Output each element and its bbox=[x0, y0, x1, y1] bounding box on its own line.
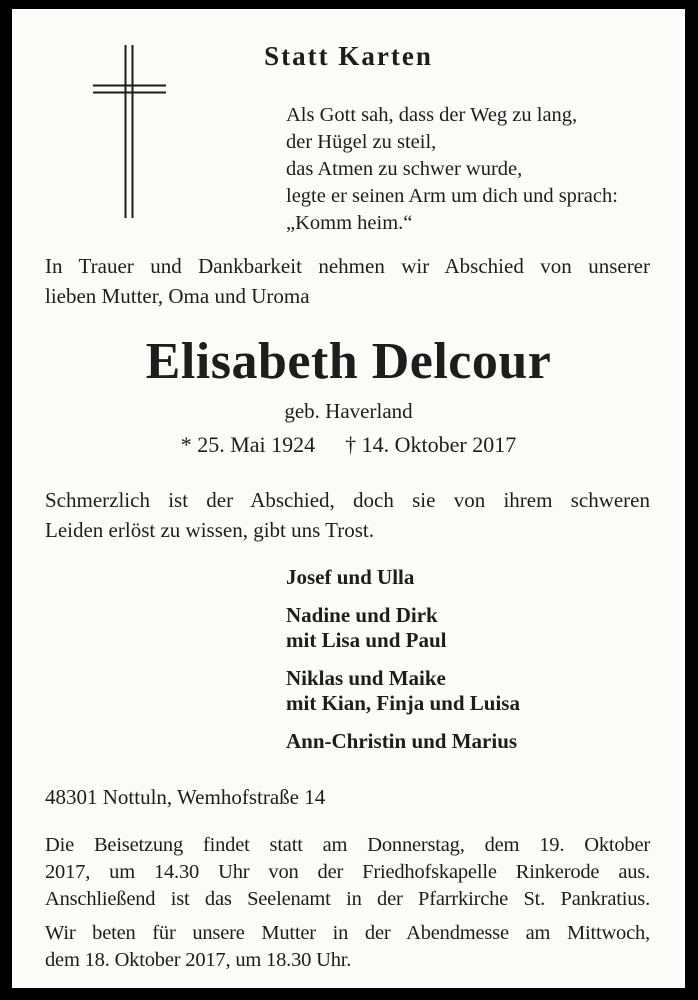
pre-header: Statt Karten bbox=[264, 41, 433, 71]
funeral-line: 2017, um 14.30 Uhr von der Friedhofskapelle Rinkerode aus. bbox=[45, 861, 650, 883]
mass-details bbox=[45, 920, 650, 974]
funeral-details bbox=[45, 832, 650, 913]
mourner-group bbox=[286, 603, 520, 653]
mourners-list bbox=[286, 565, 520, 767]
mourner-line: mit Kian, Finja und Luisa bbox=[286, 691, 520, 715]
memorial-poem bbox=[286, 102, 618, 237]
mourner-line: mit Lisa und Paul bbox=[286, 628, 447, 652]
maiden-name: geb. Haverland bbox=[284, 399, 413, 423]
mourner-group bbox=[286, 666, 520, 716]
funeral-line: Die Beisetzung findet statt am Donnerstag, dem 19. Oktober bbox=[45, 834, 650, 856]
notice-sheet bbox=[12, 9, 685, 988]
intro-line: lieben Mutter, Oma und Uroma bbox=[45, 284, 310, 308]
funeral-line: Anschließend ist das Seelenamt in der Pfarrkirche St. Pankratius. bbox=[45, 888, 650, 910]
mourner-line: Niklas und Maike bbox=[286, 666, 446, 690]
birth-date: * 25. Mai 1924 bbox=[180, 432, 316, 457]
mourner-line: Josef und Ulla bbox=[286, 565, 415, 589]
mourner-group bbox=[286, 729, 520, 754]
condolence-text bbox=[45, 485, 650, 545]
poem-line: der Hügel zu steil, bbox=[286, 131, 437, 153]
condolence-line: Leiden erlöst zu wissen, gibt uns Trost. bbox=[45, 518, 374, 542]
mourner-group bbox=[286, 565, 520, 590]
intro-text bbox=[45, 251, 650, 311]
condolence-line: Schmerzlich ist der Abschied, doch sie von ihrem schweren bbox=[45, 488, 650, 512]
mourner-line: Ann-Christin und Marius bbox=[286, 729, 518, 753]
death-date: † 14. Oktober 2017 bbox=[345, 432, 517, 457]
intro-line: In Trauer und Dankbarkeit nehmen wir Abschied von unserer bbox=[45, 254, 650, 278]
deceased-name: Elisabeth Delcour bbox=[145, 332, 552, 390]
mass-line: dem 18. Oktober 2017, um 18.30 Uhr. bbox=[45, 949, 352, 971]
poem-line: legte er seinen Arm um dich und sprach: bbox=[286, 185, 618, 207]
mourner-line: Nadine und Dirk bbox=[286, 603, 438, 627]
address-line: 48301 Nottuln, Wemhofstraße 14 bbox=[45, 785, 326, 809]
life-dates bbox=[12, 432, 685, 458]
poem-line: das Atmen zu schwer wurde, bbox=[286, 158, 523, 180]
poem-line: „Komm heim.“ bbox=[286, 212, 413, 234]
mass-line: Wir beten für unsere Mutter in der Abendmesse am Mittwoch, bbox=[45, 922, 650, 944]
poem-line: Als Gott sah, dass der Weg zu lang, bbox=[286, 104, 578, 126]
